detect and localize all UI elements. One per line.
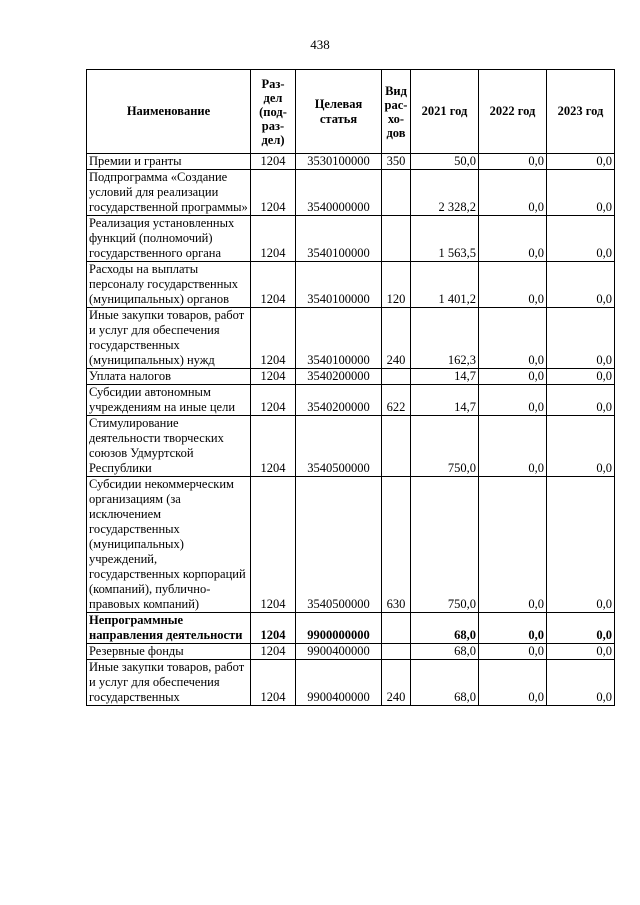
cell-name: Субсидии некоммерческим организациям (за исключением государственных (муниципальных) учреждений, государственных корпораций (компаний), публично-правовых компаний) (87, 477, 251, 613)
cell-2021: 68,0 (411, 613, 479, 644)
table-row (87, 660, 615, 706)
header-expense-type: Вид рас- хо- дов (382, 70, 411, 154)
cell-2021: 1 563,5 (411, 216, 479, 262)
cell-expense-type: 240 (382, 308, 411, 369)
cell-2023: 0,0 (547, 369, 615, 385)
cell-section: 1204 (251, 385, 296, 416)
cell-2021: 2 328,2 (411, 170, 479, 216)
header-2022: 2022 год (479, 70, 547, 154)
cell-section: 1204 (251, 477, 296, 613)
cell-2022: 0,0 (479, 170, 547, 216)
cell-2023: 0,0 (547, 477, 615, 613)
table-row (87, 216, 615, 262)
cell-2022: 0,0 (479, 216, 547, 262)
cell-name: Иные закупки товаров, работ и услуг для обеспечения государственных (муниципальных) нужд (87, 308, 251, 369)
cell-target: 3540500000 (296, 416, 382, 477)
header-2021: 2021 год (411, 70, 479, 154)
cell-name: Реализация установленных функций (полномочий) государственного органа (87, 216, 251, 262)
cell-expense-type (382, 416, 411, 477)
cell-section: 1204 (251, 660, 296, 706)
table-row (87, 369, 615, 385)
cell-2022: 0,0 (479, 644, 547, 660)
cell-target: 3540100000 (296, 216, 382, 262)
cell-2022: 0,0 (479, 308, 547, 369)
cell-name: Подпрограмма «Создание условий для реализации государственной программы» (87, 170, 251, 216)
cell-2021: 68,0 (411, 644, 479, 660)
cell-section: 1204 (251, 154, 296, 170)
cell-2021: 68,0 (411, 660, 479, 706)
cell-expense-type: 622 (382, 385, 411, 416)
cell-2023: 0,0 (547, 170, 615, 216)
table-row (87, 477, 615, 613)
cell-2023: 0,0 (547, 644, 615, 660)
cell-section: 1204 (251, 216, 296, 262)
cell-name: Премии и гранты (87, 154, 251, 170)
cell-section: 1204 (251, 613, 296, 644)
table-header-row (87, 70, 615, 154)
cell-section: 1204 (251, 416, 296, 477)
cell-target: 9900400000 (296, 644, 382, 660)
table-row (87, 170, 615, 216)
cell-target: 3540200000 (296, 385, 382, 416)
cell-target: 3540100000 (296, 308, 382, 369)
table-row (87, 308, 615, 369)
cell-2021: 750,0 (411, 416, 479, 477)
cell-name: Резервные фонды (87, 644, 251, 660)
cell-2021: 750,0 (411, 477, 479, 613)
page-number: 438 (310, 37, 330, 52)
cell-2021: 1 401,2 (411, 262, 479, 308)
cell-section: 1204 (251, 369, 296, 385)
cell-2022: 0,0 (479, 262, 547, 308)
cell-name: Уплата налогов (87, 369, 251, 385)
cell-2023: 0,0 (547, 262, 615, 308)
cell-2021: 14,7 (411, 385, 479, 416)
table-row (87, 154, 615, 170)
cell-2023: 0,0 (547, 416, 615, 477)
cell-2022: 0,0 (479, 369, 547, 385)
cell-name: Непрограммные направления деятельности (87, 613, 251, 644)
table-row (87, 262, 615, 308)
cell-2021: 14,7 (411, 369, 479, 385)
cell-expense-type (382, 644, 411, 660)
cell-name: Стимулирование деятельности творческих союзов Удмуртской Республики (87, 416, 251, 477)
cell-2023: 0,0 (547, 385, 615, 416)
cell-expense-type: 120 (382, 262, 411, 308)
header-name: Наименование (87, 70, 251, 154)
cell-2023: 0,0 (547, 660, 615, 706)
cell-section: 1204 (251, 170, 296, 216)
cell-target: 3540100000 (296, 262, 382, 308)
cell-section: 1204 (251, 644, 296, 660)
table-row (87, 416, 615, 477)
cell-expense-type (382, 613, 411, 644)
cell-name: Иные закупки товаров, работ и услуг для обеспечения государственных (87, 660, 251, 706)
cell-2022: 0,0 (479, 613, 547, 644)
cell-2022: 0,0 (479, 416, 547, 477)
cell-name: Расходы на выплаты персоналу государственных (муниципальных) органов (87, 262, 251, 308)
cell-expense-type (382, 216, 411, 262)
cell-2023: 0,0 (547, 308, 615, 369)
header-2023: 2023 год (547, 70, 615, 154)
cell-section: 1204 (251, 308, 296, 369)
cell-2021: 50,0 (411, 154, 479, 170)
cell-2022: 0,0 (479, 154, 547, 170)
cell-expense-type (382, 369, 411, 385)
cell-target: 3530100000 (296, 154, 382, 170)
budget-table (86, 69, 615, 706)
cell-target: 3540200000 (296, 369, 382, 385)
cell-2021: 162,3 (411, 308, 479, 369)
cell-2022: 0,0 (479, 477, 547, 613)
cell-2023: 0,0 (547, 216, 615, 262)
cell-expense-type: 630 (382, 477, 411, 613)
table-row (87, 613, 615, 644)
header-target: Целевая статья (296, 70, 382, 154)
cell-target: 9900000000 (296, 613, 382, 644)
cell-expense-type (382, 170, 411, 216)
cell-target: 3540000000 (296, 170, 382, 216)
cell-name: Субсидии автономным учреждениям на иные цели (87, 385, 251, 416)
table-row (87, 644, 615, 660)
cell-2023: 0,0 (547, 613, 615, 644)
cell-expense-type: 350 (382, 154, 411, 170)
cell-2023: 0,0 (547, 154, 615, 170)
cell-2022: 0,0 (479, 385, 547, 416)
header-section: Раз- дел (под- раз- дел) (251, 70, 296, 154)
cell-section: 1204 (251, 262, 296, 308)
cell-2022: 0,0 (479, 660, 547, 706)
cell-expense-type: 240 (382, 660, 411, 706)
table-row (87, 385, 615, 416)
cell-target: 3540500000 (296, 477, 382, 613)
cell-target: 9900400000 (296, 660, 382, 706)
